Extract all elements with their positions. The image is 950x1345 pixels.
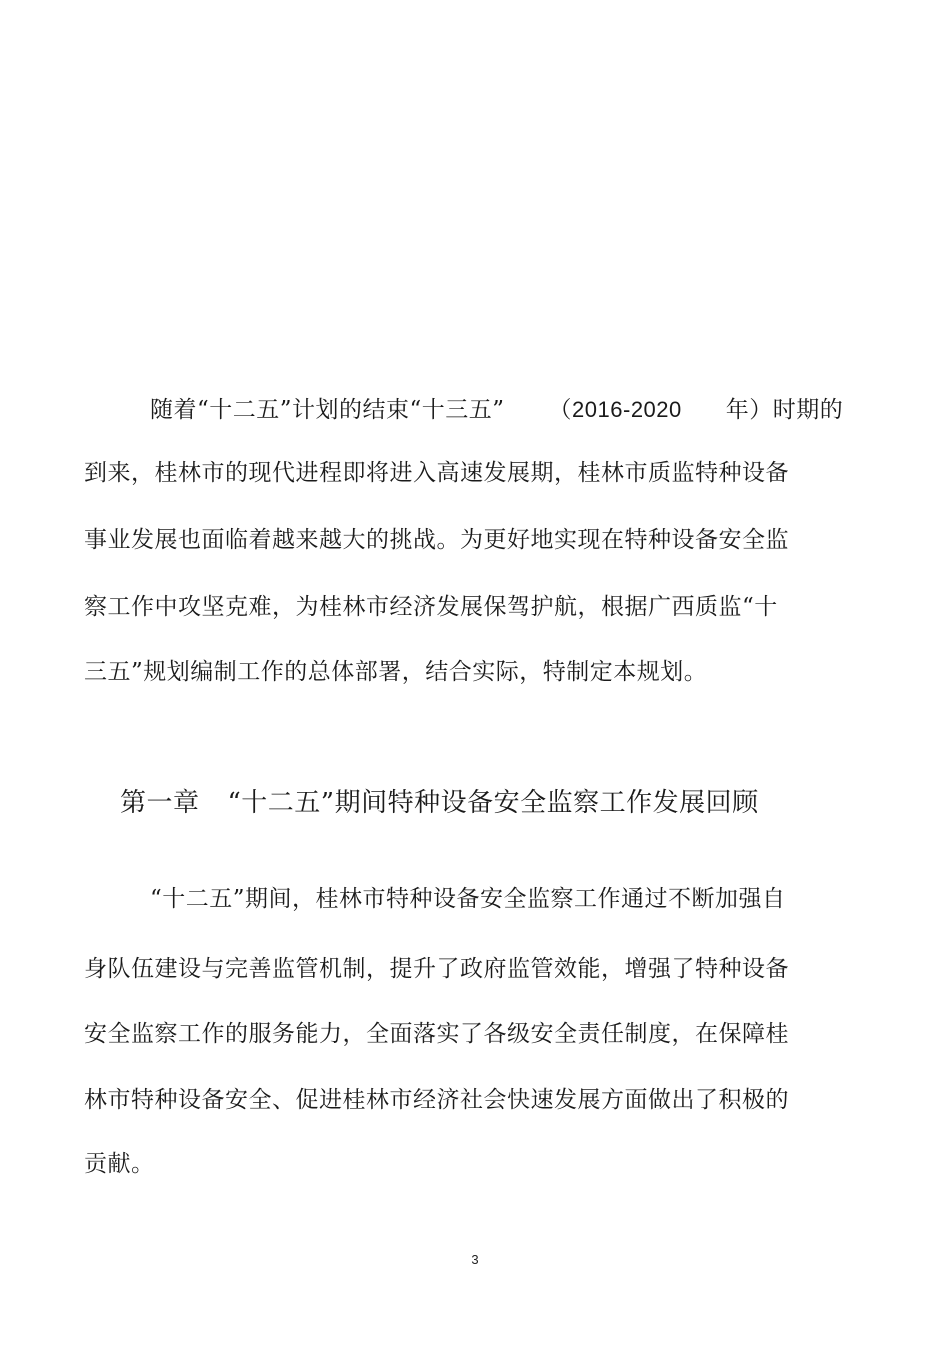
paragraph1-line1 xyxy=(150,395,843,425)
page-number: 3 xyxy=(471,1252,479,1267)
chapter1-heading xyxy=(120,786,759,820)
paragraph1-line5: 三五”规划编制工作的总体部署，结合实际，特制定本规划。 xyxy=(84,659,708,685)
paragraph2-line5: 贡献。 xyxy=(84,1151,155,1177)
paragraph2-line2: 身队伍建设与完善监管机制，提升了政府监管效能，增强了特种设备 xyxy=(84,956,789,982)
paragraph2-line1: “十二五”期间，桂林市特种设备安全监察工作通过不断加强自 xyxy=(150,886,786,912)
chapter1-title: “十二五”期间特种设备安全监察工作发展回顾 xyxy=(227,788,759,818)
paragraph1-line4: 察工作中攻坚克难，为桂林市经济发展保驾护航，根据广西质监“十 xyxy=(84,594,778,620)
paragraph2-line4: 林市特种设备安全、促进桂林市经济社会快速发展方面做出了积极的 xyxy=(84,1087,789,1113)
paragraph1-line1-text-a: 随着“十二五”计划的结束“十三五” xyxy=(150,397,505,423)
paragraph2-line3: 安全监察工作的服务能力，全面落实了各级安全责任制度，在保障桂 xyxy=(84,1021,789,1047)
paragraph1-line1-text-b: 年）时期的 xyxy=(725,397,844,423)
paragraph1-line3: 事业发展也面临着越来越大的挑战。为更好地实现在特种设备安全监 xyxy=(84,527,789,553)
paragraph1-line1-open-paren: （ xyxy=(548,397,573,423)
paragraph1-line2: 到来，桂林市的现代进程即将进入高速发展期，桂林市质监特种设备 xyxy=(84,460,789,486)
paragraph1-line1-years: 2016-2020 xyxy=(572,397,682,422)
chapter1-number: 第一章 xyxy=(120,788,200,818)
